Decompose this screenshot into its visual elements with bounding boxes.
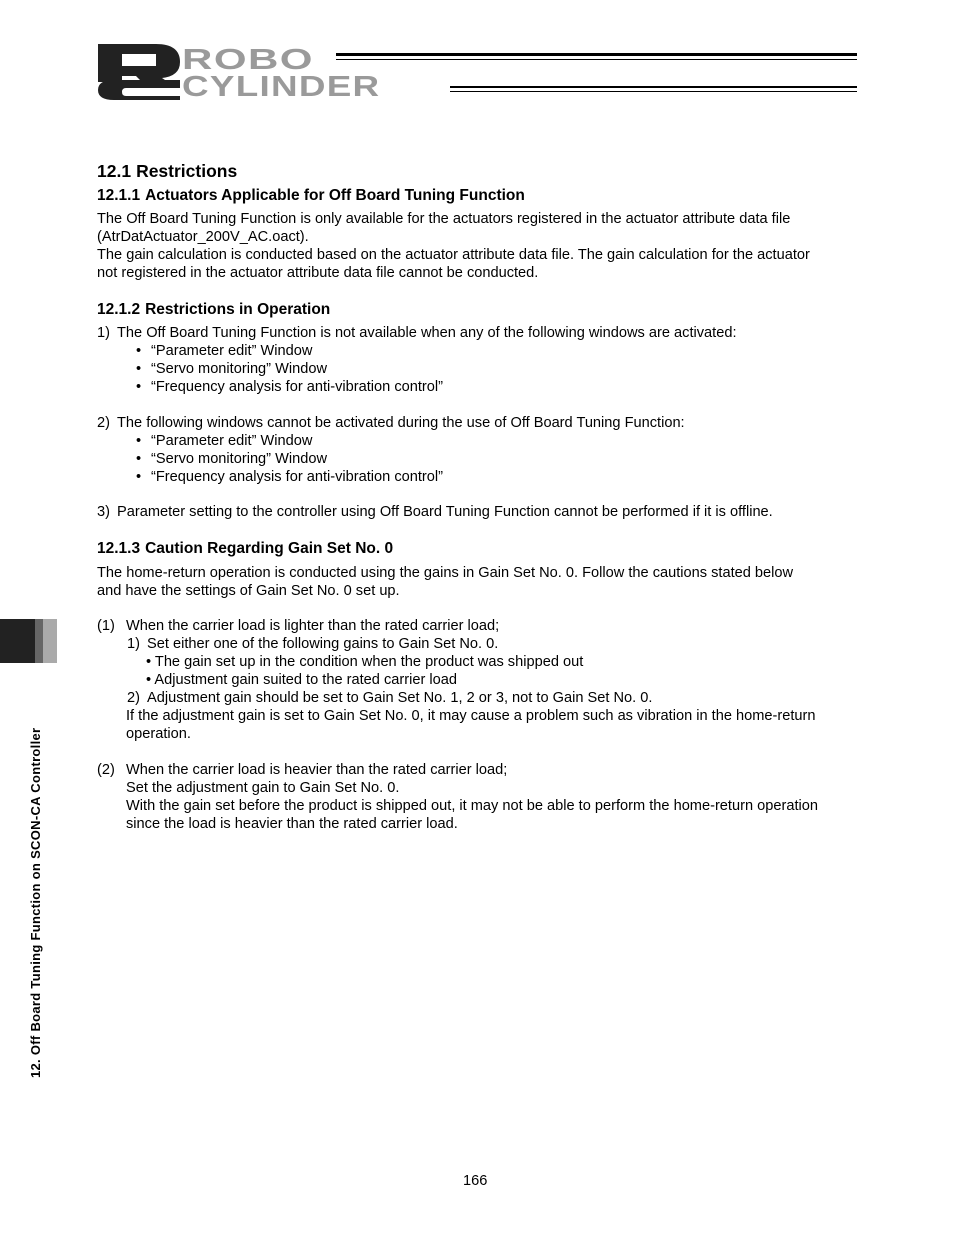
step-number: 1)	[127, 636, 140, 652]
sub1-line: (AtrDatActuator_200V_AC.oact).	[97, 229, 309, 245]
case-text: When the carrier load is heavier than the rated carrier load;	[126, 762, 508, 778]
case-number: (1)	[97, 618, 115, 634]
step-number: 2)	[127, 690, 140, 706]
bullet-item: “Parameter edit” Window	[151, 433, 313, 449]
sub2-heading	[97, 301, 330, 319]
logo-line1: ROBO	[182, 44, 314, 76]
step-text: Adjustment gain should be set to Gain Set No. 1, 2 or 3, not to Gain Set No. 0.	[147, 690, 653, 706]
step-bullet: • The gain set up in the condition when the product was shipped out	[146, 654, 584, 670]
bullet-item: “Frequency analysis for anti-vibration control”	[151, 379, 443, 395]
sub1-line: The Off Board Tuning Function is only available for the actuators registered in the actuator attribute data file	[97, 211, 791, 227]
page-number: 166	[463, 1173, 488, 1189]
sub3-title: Caution Regarding Gain Set No. 0	[145, 540, 394, 557]
case-line: Set the adjustment gain to Gain Set No. 0.	[126, 780, 400, 796]
side-tab-label: 12. Off Board Tuning Function on SCON-CA Controller	[28, 727, 43, 1078]
section-number: 12.1	[97, 161, 132, 181]
bullet-item: “Servo monitoring” Window	[151, 361, 327, 377]
sub1-title: Actuators Applicable for Off Board Tuning Function	[145, 187, 525, 204]
sub1-heading	[97, 187, 525, 205]
list-item-text: The following windows cannot be activated during the use of Off Board Tuning Function:	[117, 415, 685, 431]
bullet-dot: •	[136, 379, 142, 395]
step-bullet: • Adjustment gain suited to the rated carrier load	[146, 672, 457, 688]
sub3-number: 12.1.3	[97, 540, 141, 557]
sub1-line: not registered in the actuator attribute data file cannot be conducted.	[97, 265, 539, 281]
sub3-intro-line: and have the settings of Gain Set No. 0 set up.	[97, 583, 400, 599]
case-line: With the gain set before the product is shipped out, it may not be able to perform the home-return operation	[126, 798, 818, 814]
sub1-number: 12.1.1	[97, 187, 141, 204]
sub3-intro-line: The home-return operation is conducted using the gains in Gain Set No. 0. Follow the cautions stated below	[97, 565, 794, 581]
case-text: When the carrier load is lighter than the rated carrier load;	[126, 618, 500, 634]
bullet-item: “Frequency analysis for anti-vibration control”	[151, 469, 443, 485]
bullet-dot: •	[136, 469, 142, 485]
robo-cylinder-logo	[96, 42, 858, 102]
bullet-dot: •	[136, 433, 142, 449]
case-note-line: operation.	[126, 726, 191, 742]
bullet-dot: •	[136, 451, 142, 467]
header-rule-top-thin	[336, 59, 857, 60]
case-note-line: If the adjustment gain is set to Gain Set No. 0, it may cause a problem such as vibration in the home-return	[126, 708, 816, 724]
list-item-text: Parameter setting to the controller using Off Board Tuning Function cannot be performed if it is offline.	[117, 504, 773, 520]
logo-line2: CYLINDER	[182, 71, 381, 103]
step-text: Set either one of the following gains to Gain Set No. 0.	[147, 636, 499, 652]
bullet-item: “Parameter edit” Window	[151, 343, 313, 359]
bullet-item: “Servo monitoring” Window	[151, 451, 327, 467]
side-tab-marker	[0, 619, 57, 663]
header-rule-bottom-thick	[450, 86, 857, 88]
sub2-number: 12.1.2	[97, 301, 141, 318]
list-item-number: 3)	[97, 504, 110, 520]
list-item-text: The Off Board Tuning Function is not available when any of the following windows are activated:	[117, 325, 737, 341]
sub1-line: The gain calculation is conducted based on the actuator attribute data file. The gain calculation for the actuator	[97, 247, 810, 263]
sub3-heading	[97, 540, 393, 558]
case-number: (2)	[97, 762, 115, 778]
header-rule-bottom-thin	[450, 91, 857, 92]
list-item-number: 2)	[97, 415, 110, 431]
list-item-number: 1)	[97, 325, 110, 341]
header-rule-top-thick	[336, 53, 857, 56]
section-title: Restrictions	[136, 161, 238, 181]
sub2-title: Restrictions in Operation	[145, 301, 331, 318]
bullet-dot: •	[136, 361, 142, 377]
section-heading	[97, 161, 237, 181]
bullet-dot: •	[136, 343, 142, 359]
case-line: since the load is heavier than the rated carrier load.	[126, 816, 458, 832]
